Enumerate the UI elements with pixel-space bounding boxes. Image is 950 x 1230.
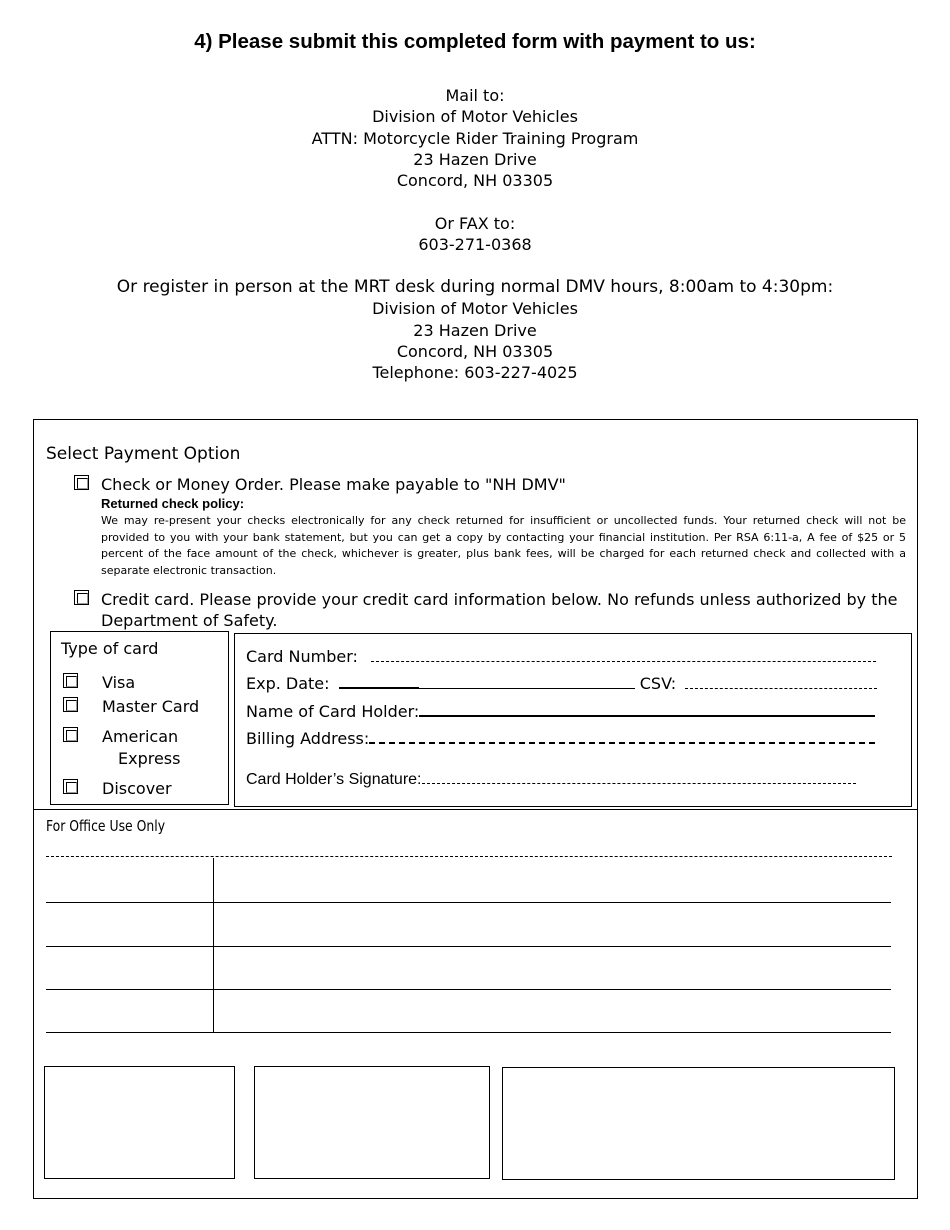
office-box-1: [44, 1066, 235, 1179]
returned-check-policy-text: We may re-present your checks electronically for any check returned for insufficient or uncollected funds. Your returned check will not be provided to you with your bank statement, but you can get a copy by contacting your financial institution. Per RSA 6:11-a, A fee of $25 or 5 percent of the face amount of the check, whichever is greater, plus bank fees, will be charged for each returned check and collected with a separate electronic transaction.: [101, 514, 906, 577]
card-number-field[interactable]: [371, 648, 876, 662]
card-holder-field[interactable]: [419, 703, 875, 717]
signature-row: [246, 770, 856, 789]
exp-date-label: Exp. Date:: [246, 674, 330, 693]
fax-label: Or FAX to:: [434, 214, 516, 233]
mail-line: ATTN: Motorcycle Rider Training Program: [311, 128, 639, 148]
office-table-row-line: [46, 902, 891, 903]
returned-check-policy-title: Returned check policy:: [101, 496, 245, 511]
exp-csv-row: [246, 674, 877, 693]
mail-line: Concord, NH 03305: [396, 171, 554, 191]
csv-label: CSV:: [639, 674, 677, 693]
office-table-row-line: [46, 946, 891, 947]
in-person-label: Or register in person at the MRT desk during normal DMV hours, 8:00am to 4:30pm:: [116, 277, 834, 297]
check-option-label: Check or Money Order. Please make payable to "NH DMV": [101, 475, 566, 494]
exp-date-field[interactable]: [339, 675, 419, 689]
fax-block: [0, 213, 950, 256]
csv-field[interactable]: [685, 675, 877, 689]
billing-address-row: [246, 729, 875, 748]
amex-label-line1: American: [102, 727, 179, 746]
card-number-label: Card Number:: [246, 647, 358, 666]
billing-address-label: Billing Address:: [246, 729, 370, 748]
office-table-column-divider: [213, 858, 214, 1032]
credit-option-checkbox[interactable]: [74, 590, 89, 605]
in-person-line: 23 Hazen Drive: [413, 320, 537, 340]
office-box-2: [254, 1066, 490, 1179]
office-dashed-line: [46, 856, 892, 857]
visa-label: Visa: [102, 673, 136, 692]
in-person-line: Telephone: 603-227-4025: [372, 363, 578, 383]
discover-checkbox[interactable]: [63, 779, 78, 794]
exp-date-field-ext[interactable]: [419, 675, 635, 689]
fax-number: 603-271-0368: [418, 235, 532, 255]
mail-line: Division of Motor Vehicles: [372, 107, 578, 127]
signature-field[interactable]: [422, 770, 856, 784]
in-person-block: [0, 277, 950, 383]
mail-address-block: [0, 85, 950, 191]
discover-label: Discover: [102, 779, 172, 798]
card-holder-row: [246, 702, 875, 721]
mail-line: 23 Hazen Drive: [413, 149, 537, 169]
visa-checkbox[interactable]: [63, 673, 78, 688]
in-person-line: Division of Motor Vehicles: [372, 299, 578, 319]
in-person-line: Concord, NH 03305: [396, 341, 554, 361]
mastercard-label: Master Card: [102, 697, 200, 716]
office-table-row-line: [46, 1032, 891, 1033]
office-table-row-line: [46, 989, 891, 990]
signature-label: Card Holder’s Signature:: [246, 771, 422, 788]
amex-label-line2: Express: [118, 749, 181, 768]
page-heading: 4) Please submit this completed form with payment to us:: [194, 30, 756, 53]
payment-option-title: Select Payment Option: [46, 444, 241, 464]
office-use-title: For Office Use Only: [46, 817, 166, 835]
amex-checkbox[interactable]: [63, 727, 78, 742]
card-holder-label: Name of Card Holder:: [246, 702, 420, 721]
mail-label: Mail to:: [445, 86, 505, 105]
credit-option-label: Credit card. Please provide your credit card information below. No refunds unless authorized by the Department of Safety.: [101, 590, 898, 630]
billing-address-field[interactable]: [369, 730, 875, 744]
card-type-title: Type of card: [61, 639, 159, 658]
card-number-row: [246, 647, 876, 666]
office-box-3: [502, 1067, 895, 1180]
office-section-divider: [34, 809, 917, 810]
mastercard-checkbox[interactable]: [63, 697, 78, 712]
check-option-checkbox[interactable]: [74, 475, 89, 490]
